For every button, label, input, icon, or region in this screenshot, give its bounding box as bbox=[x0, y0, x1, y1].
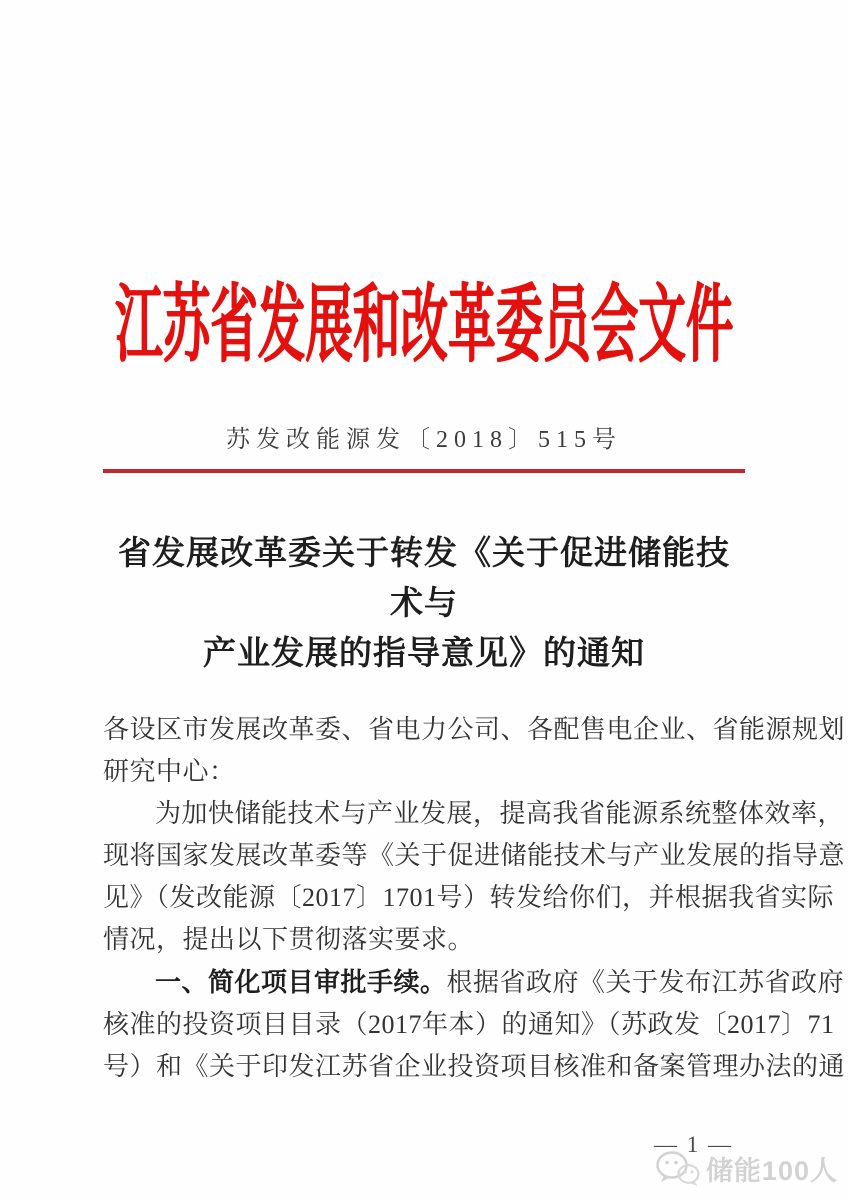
body-text bbox=[103, 709, 846, 1088]
red-header bbox=[103, 276, 745, 376]
body-line: 研究中心： bbox=[103, 757, 236, 786]
red-rule bbox=[103, 469, 745, 473]
doc-title bbox=[103, 529, 745, 679]
body-line: 号）和《关于印发江苏省企业投资项目核准和备案管理办法的通 bbox=[103, 1052, 846, 1081]
body-line: 为加快储能技术与产业发展，提高我省能源系统整体效率， bbox=[155, 799, 845, 828]
body-line-text: 根据省政府《关于发布江苏省政府 bbox=[446, 968, 845, 997]
section-heading: 一、简化项目审批手续。 bbox=[155, 967, 447, 997]
body-line: 见》（发改能源〔2017〕1701号）转发给你们，并根据我省实际 bbox=[103, 883, 835, 912]
page-number: — 1 — bbox=[654, 1132, 733, 1157]
doc-title-line1: 省发展改革委关于转发《关于促进储能技术与 bbox=[118, 536, 730, 622]
watermark bbox=[656, 1149, 838, 1188]
watermark-text: 储能100人 bbox=[705, 1156, 838, 1186]
body-line bbox=[103, 961, 845, 1004]
body-line: 情况，提出以下贯彻落实要求。 bbox=[103, 925, 475, 954]
body-line: 现将国家发展改革委等《关于促进储能技术与产业发展的指导意 bbox=[103, 841, 846, 870]
doc-number: 苏发改能源发〔2018〕515号 bbox=[226, 427, 622, 453]
document-content bbox=[103, 276, 846, 1158]
body-line: 各设区市发展改革委、省电力公司、各配售电企业、省能源规划 bbox=[103, 715, 846, 744]
org-title: 江苏省发展和改革委员会文件 bbox=[114, 278, 734, 373]
doc-title-line2: 产业发展的指导意见》的通知 bbox=[203, 636, 645, 672]
wechat-icon bbox=[656, 1150, 700, 1188]
body-line: 核准的投资项目目录（2017年本）的通知》（苏政发〔2017〕71 bbox=[103, 1010, 835, 1039]
